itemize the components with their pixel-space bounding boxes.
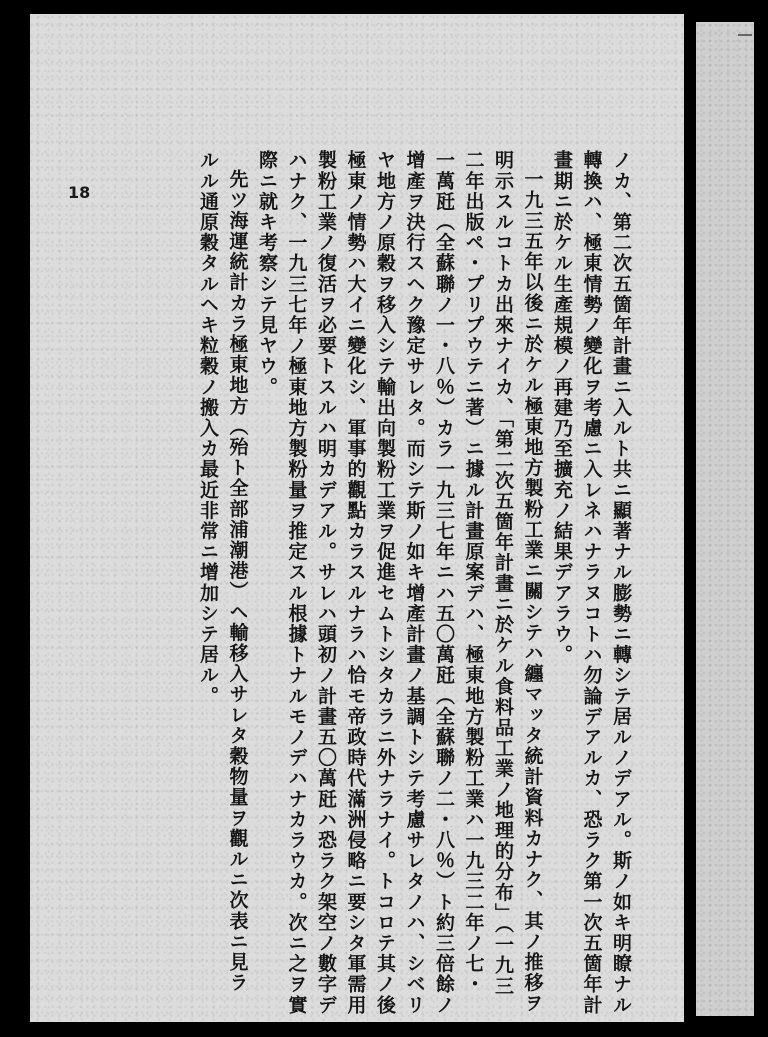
text-line: 先ツ海運統計カラ極東地方（殆ト全部浦潮港）ヘ輸移入サレタ穀物量ヲ觀ルニ次表ニ見ラ [226,169,249,993]
text-line: ノカ、第二次五箇年計畫ニ入ルト共ニ顯著ナル膨勢ニ轉シテ居ルノデアル。斯ノ如キ明瞭ナル [610,150,632,1016]
text-line: 極東ノ情勢ハ大イニ變化シ、軍事的觀點カラスルナラハ恰モ帝政時代滿洲侵略ニ要シタ軍需用 [344,150,367,1016]
text-line: 二年出版ペ・プリプウテニ著）ニ據ル計畫原案デハ、極東地方製粉工業ハ一九三二年ノ七・ [462,150,485,995]
adjacent-page-edge [696,22,754,1016]
text-line: ヤ地方ノ原穀ヲ移入シテ輸出向製粉工業ヲ促進セムトシタカラニ外ナラナイ。トコロテ其ノ後 [374,150,396,1016]
text-line: ルル通原穀タルヘキ粒穀ノ搬入カ最近非常ニ增加シテ居ル。 [197,150,219,707]
text-line: 一九三五年以後ニ於ケル極東地方製粉工業ニ關シテハ纏マッタ統計資料カナク、其ノ推移ヲ [521,169,544,1014]
text-line: 畫期ニ於ケル生產規模ノ再建乃至擴充ノ結果デアラウ。 [551,150,573,665]
text-line: 際ニ就キ考察シテ見ヤウ。 [256,150,278,398]
edge-mark [738,34,752,36]
text-line: 一萬瓩（全蘇聯ノ一・八％）カラ一九三七年ニハ五〇萬瓩（全蘇聯ノ二・八％）ト約三倍餘ノ [433,150,455,1016]
text-line: 轉換ハ、極東情勢ノ變化ヲ考慮ニ入レネハナラヌコトハ勿論デアルカ、恐ラク第一次五箇年計 [580,150,603,1016]
text-line: 明示スルコトカ出來ナイカ、「第二次五箇年計畫ニ於ケル食料品工業ノ地理的分布」（一九三 [492,150,514,997]
page-number: 18 [68,183,91,202]
text-line: 增產ヲ決行スヘク豫定サレタ。而シテ斯ノ如キ增產計畫ノ基調トシテ考慮サレタノハ、シベリ [403,150,426,1016]
text-line: ハナク、一九三七年ノ極東地方製粉量ヲ推定スル根據トナルモノデハナカラウカ。次ニ之ヲ實 [285,150,308,1016]
text-line: 製粉工業ノ復活ヲ必要トスルハ明カデアル。サレハ頭初ノ計畫五〇萬瓩ハ恐ラク架空ノ數字デ [315,150,337,1016]
body-text [105,150,635,1016]
